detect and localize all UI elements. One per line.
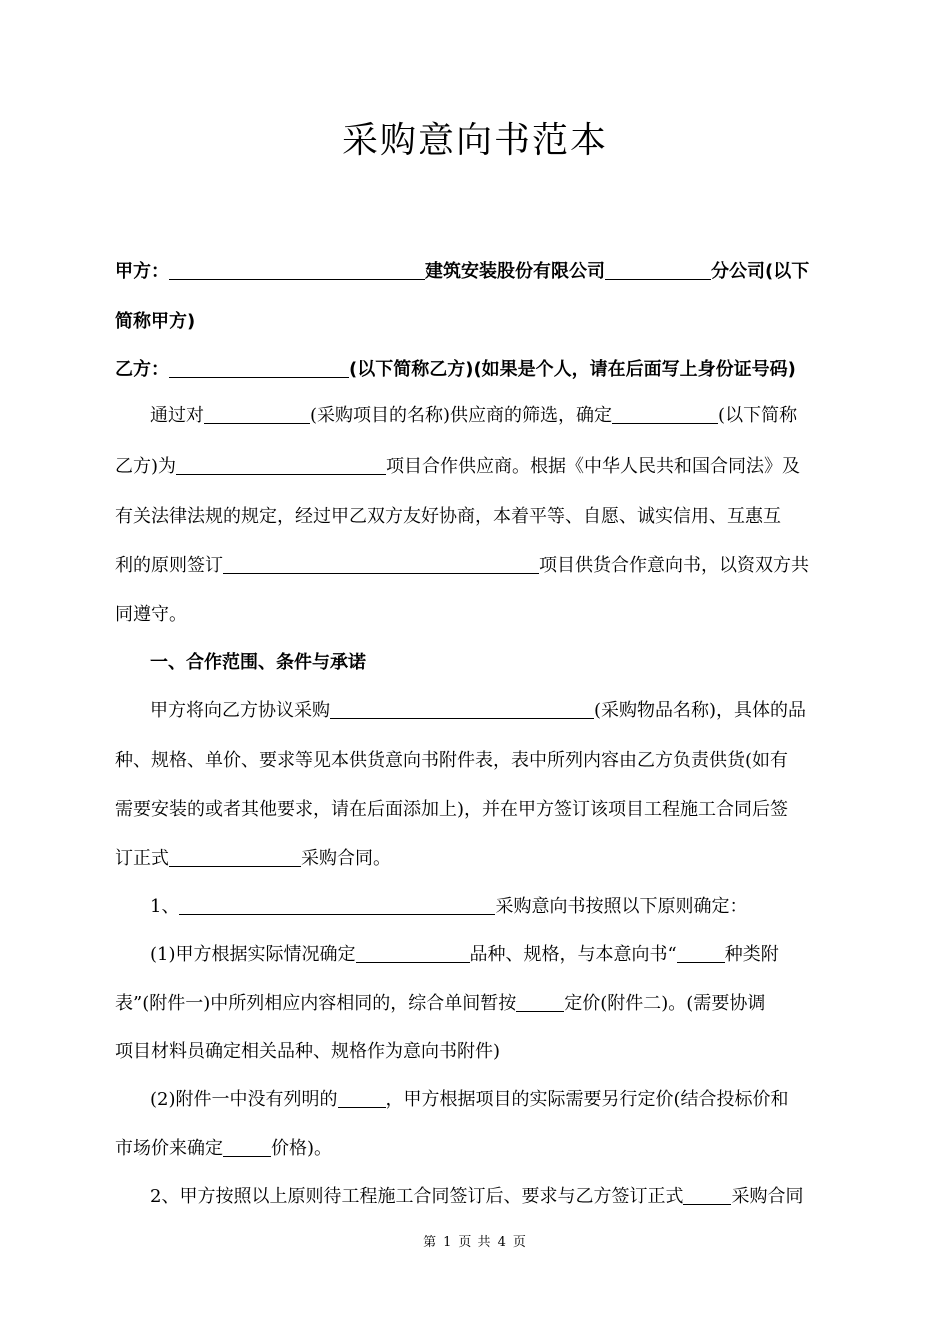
- text: (采购项目的名称)供应商的筛选，确定: [310, 405, 613, 426]
- paragraph-line: [115, 452, 837, 478]
- paragraph-line: [115, 989, 837, 1015]
- text: 通过对: [150, 405, 204, 426]
- total-pages: 4: [497, 1235, 507, 1250]
- blank-field: [612, 404, 718, 424]
- text: 定价(附件二)。(需要协调: [564, 993, 766, 1014]
- blank-field: [605, 260, 711, 280]
- paragraph-line: [150, 1182, 837, 1208]
- party-a-company: 建筑安装股份有限公司: [425, 261, 605, 282]
- text: 项目合作供应商。根据《中华人民共和国合同法》及: [386, 456, 801, 477]
- text: (采购物品名称)，具体的品: [594, 700, 807, 721]
- blank-field: [338, 1088, 386, 1108]
- page-number: 1: [443, 1235, 453, 1250]
- blank-field: [683, 1185, 731, 1205]
- text: 订正式: [115, 848, 169, 869]
- footer-post: 页: [512, 1235, 527, 1250]
- text: 品种、规格，与本意向书“: [469, 944, 677, 965]
- paragraph-line: 项目材料员确定相关品种、规格作为意向书附件): [115, 1041, 501, 1062]
- text: (以下简称: [718, 405, 798, 426]
- party-a-branch: 分公司(以下: [711, 261, 810, 282]
- text: 利的原则签订: [115, 555, 223, 576]
- text: 甲方将向乙方协议采购: [150, 700, 330, 721]
- text: (2)附件一中没有列明的: [150, 1089, 338, 1110]
- blank-field: [356, 943, 470, 963]
- footer-pre: 第: [423, 1235, 438, 1250]
- text: 乙方)为: [115, 456, 177, 477]
- page-footer: [0, 1231, 950, 1250]
- paragraph-line: 有关法律法规的规定，经过甲乙双方友好协商，本着平等、自愿、诚实信用、互惠互: [115, 506, 781, 527]
- paragraph-line: [150, 401, 837, 427]
- paragraph-line: [150, 940, 837, 966]
- paragraph-line: [150, 696, 837, 722]
- document-title: 采购意向书范本: [341, 120, 608, 161]
- paragraph-line: [150, 1085, 837, 1111]
- paragraph-line: 种、规格、单价、要求等见本供货意向书附件表，表中所列内容由乙方负责供货(如有: [115, 750, 789, 771]
- blank-field: [677, 943, 725, 963]
- blank-field: [516, 992, 564, 1012]
- blank-field: [223, 1137, 271, 1157]
- party-a-label: 甲方：: [115, 261, 169, 282]
- blank-field: [179, 895, 495, 915]
- party-b-note: (以下简称乙方)(如果是个人，请在后面写上身份证号码): [349, 359, 796, 380]
- blank-field: [330, 699, 594, 719]
- blank-field: [169, 260, 425, 280]
- text: 价格)。: [271, 1138, 333, 1159]
- text: 项目供货合作意向书，以资双方共: [539, 555, 809, 576]
- paragraph-line: [115, 551, 837, 577]
- party-a-line-2: 简称甲方): [115, 311, 196, 332]
- text: 1、: [150, 896, 180, 917]
- text: 种类附: [724, 944, 779, 965]
- party-a-line: [115, 257, 837, 283]
- paragraph-line: [150, 892, 837, 918]
- text: 采购合同: [731, 1186, 804, 1207]
- blank-field: [204, 404, 310, 424]
- party-b-line: [115, 355, 837, 381]
- paragraph-line: 同遵守。: [115, 604, 187, 625]
- text: 表”(附件一)中所列相应内容相同的，综合单间暂按: [115, 993, 517, 1014]
- text: ，甲方根据项目的实际需要另行定价(结合投标价和: [385, 1089, 789, 1110]
- text: (1)甲方根据实际情况确定: [150, 944, 356, 965]
- blank-field: [169, 358, 349, 378]
- paragraph-line: [115, 1134, 837, 1160]
- blank-field: [223, 554, 539, 574]
- blank-field: [176, 455, 386, 475]
- footer-mid: 页 共: [458, 1235, 492, 1250]
- blank-field: [169, 847, 301, 867]
- paragraph-line: [115, 844, 837, 870]
- text: 采购合同。: [301, 848, 391, 869]
- paragraph-line: 需要安装的或者其他要求，请在后面添加上)，并在甲方签订该项目工程施工合同后签: [115, 799, 789, 820]
- text: 市场价来确定: [115, 1138, 223, 1159]
- text: 采购意向书按照以下原则确定：: [495, 896, 748, 917]
- party-b-label: 乙方：: [115, 359, 169, 380]
- section-heading: 一、合作范围、条件与承诺: [150, 652, 366, 673]
- text: 2、甲方按照以上原则待工程施工合同签订后、要求与乙方签订正式: [150, 1186, 684, 1207]
